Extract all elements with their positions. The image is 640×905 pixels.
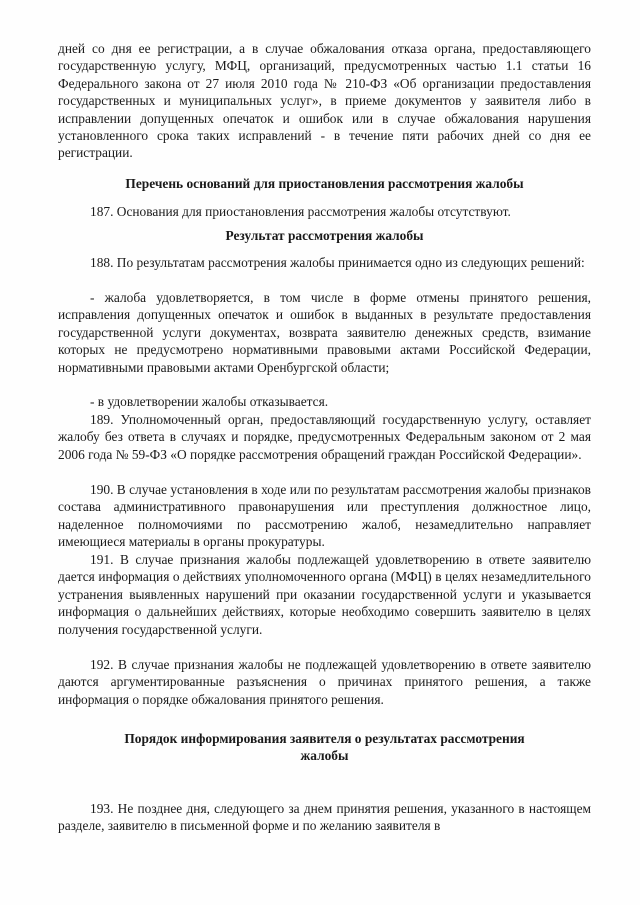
paragraph-193: 193. Не позднее дня, следующего за днем принятия решения, указанного в настоящем разделе, заявителю в письменной форме и по желанию заявителя в: [58, 801, 591, 834]
paragraph-191: 191. В случае признания жалобы подлежащей удовлетворению в ответе заявителю дается информация о действиях уполномоченного органа (МФЦ) в целях незамедлительного устранения выявленных нарушений при оказании государственной услуги и указывается информация о дальнейших действиях, которые необходимо совершить заявителю в целях получения государственной услуги.: [58, 552, 591, 637]
paragraph-187: 187. Основания для приостановления рассмотрения жалобы отсутствуют.: [90, 204, 511, 219]
paragraph-189: 189. Уполномоченный орган, предоставляющий государственную услугу, оставляет жалобу без ответа в случаях и порядке, предусмотренных Федеральным законом от 2 мая 2006 года № 59-ФЗ «О порядке рассмотрения обращений граждан Российской Федерации».: [58, 412, 591, 462]
paragraph-188-option-satisfied: - жалоба удовлетворяется, в том числе в форме отмены принятого решения, исправления допущенных опечаток и ошибок в выданных в результате предоставления государственной услуги документах, возврата заявителю денежных средств, взимание которых не предусмотрено нормативными правовыми актами Российской Федерации, нормативными правовыми актами Оренбургской области;: [58, 290, 591, 375]
paragraph-188: 188. По результатам рассмотрения жалобы принимается одно из следующих решений:: [90, 255, 585, 270]
paragraph-continuation: дней со дня ее регистрации, а в случае обжалования отказа органа, предоставляющего государственную услугу, МФЦ, организаций, предусмотренных частью 1.1 статьи 16 Федерального закона от 27 июля 2010 года № 210-ФЗ «Об организации предоставления государственных и муниципальных услуг», в приеме документов у заявителя либо в исправлении допущенных опечаток и ошибок или в случае обжалования нарушения установленного срока таких исправлений - в течение пяти рабочих дней со дня ее регистрации.: [58, 41, 591, 161]
heading-suspension-grounds: Перечень оснований для приостановления рассмотрения жалобы: [125, 176, 524, 191]
paragraph-190: 190. В случае установления в ходе или по результатам рассмотрения жалобы признаков состава административного правонарушения или преступления должностное лицо, наделенное полномочиями по рассмотрению жалоб, незамедлительно направляет имеющиеся материалы в органы прокуратуры.: [58, 482, 591, 550]
heading-informing-applicant: Порядок информирования заявителя о результатах рассмотрения жалобы: [124, 731, 525, 764]
paragraph-188-option-refused: - в удовлетворении жалобы отказывается.: [90, 394, 329, 409]
heading-complaint-result: Результат рассмотрения жалобы: [225, 228, 424, 243]
paragraph-192: 192. В случае признания жалобы не подлежащей удовлетворению в ответе заявителю даются аргументированные разъяснения о причинах принятого решения, а также информация о порядке обжалования принятого решения.: [58, 657, 591, 707]
